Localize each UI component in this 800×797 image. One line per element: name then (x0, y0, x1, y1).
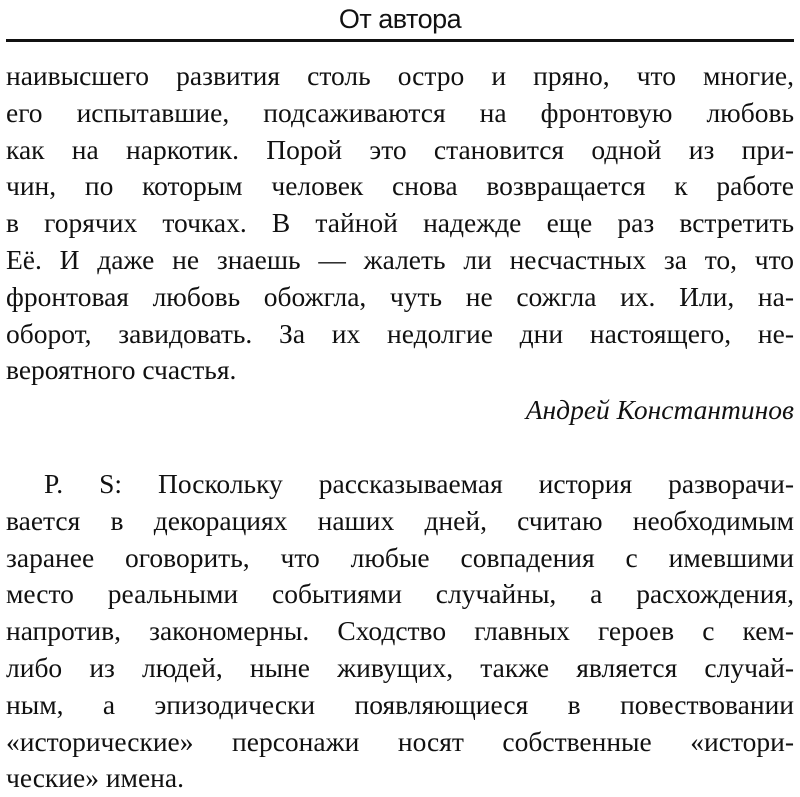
text-line: вероятного счастья. (6, 354, 237, 386)
text-line: вается в декорациях наших дней, считаю необходимым (6, 504, 794, 536)
text-line: либо из людей, ныне живущих, также является случай- (6, 651, 794, 683)
text-line: ческие» имена. (6, 762, 184, 794)
text-line: «исторические» персонажи носят собственные «истори- (6, 725, 794, 757)
text-line: в горячих точках. В тайной надежде еще раз встретить (6, 207, 794, 239)
author-signature: Андрей Константинов (525, 394, 794, 425)
text-line: как на наркотик. Порой это становится одной из при- (6, 133, 794, 165)
main-paragraph (6, 58, 794, 389)
text-line: оборот, завидовать. За их недолгие дни настоящего, не- (6, 317, 794, 349)
text-line: заранее оговорить, что любые совпадения с имевшими (6, 541, 794, 573)
text-line: наивысшего развития столь остро и пряно, что многие, (6, 60, 794, 91)
running-head-title: От автора (338, 4, 462, 34)
text-line: его испытавшие, подсаживаются на фронтовую любовь (6, 96, 794, 128)
header-rule (6, 39, 794, 42)
text-line: ным, а эпизодически появляющиеся в повествовании (6, 688, 794, 720)
text-line: фронтовая любовь обожгла, чуть не сожгла их. Или, на- (6, 280, 794, 312)
text-line: чин, по которым человек снова возвращается к работе (6, 170, 794, 202)
text-line: P. S: Поскольку рассказываемая история разворачи- (44, 468, 794, 499)
text-line: место реальными событиями случайны, а расхождения, (6, 578, 794, 610)
text-line: Её. И даже не знаешь — жалеть ли несчастных за то, что (6, 243, 794, 275)
text-line: напротив, закономерны. Сходство главных героев с кем- (6, 615, 794, 647)
postscript-paragraph (6, 466, 794, 797)
